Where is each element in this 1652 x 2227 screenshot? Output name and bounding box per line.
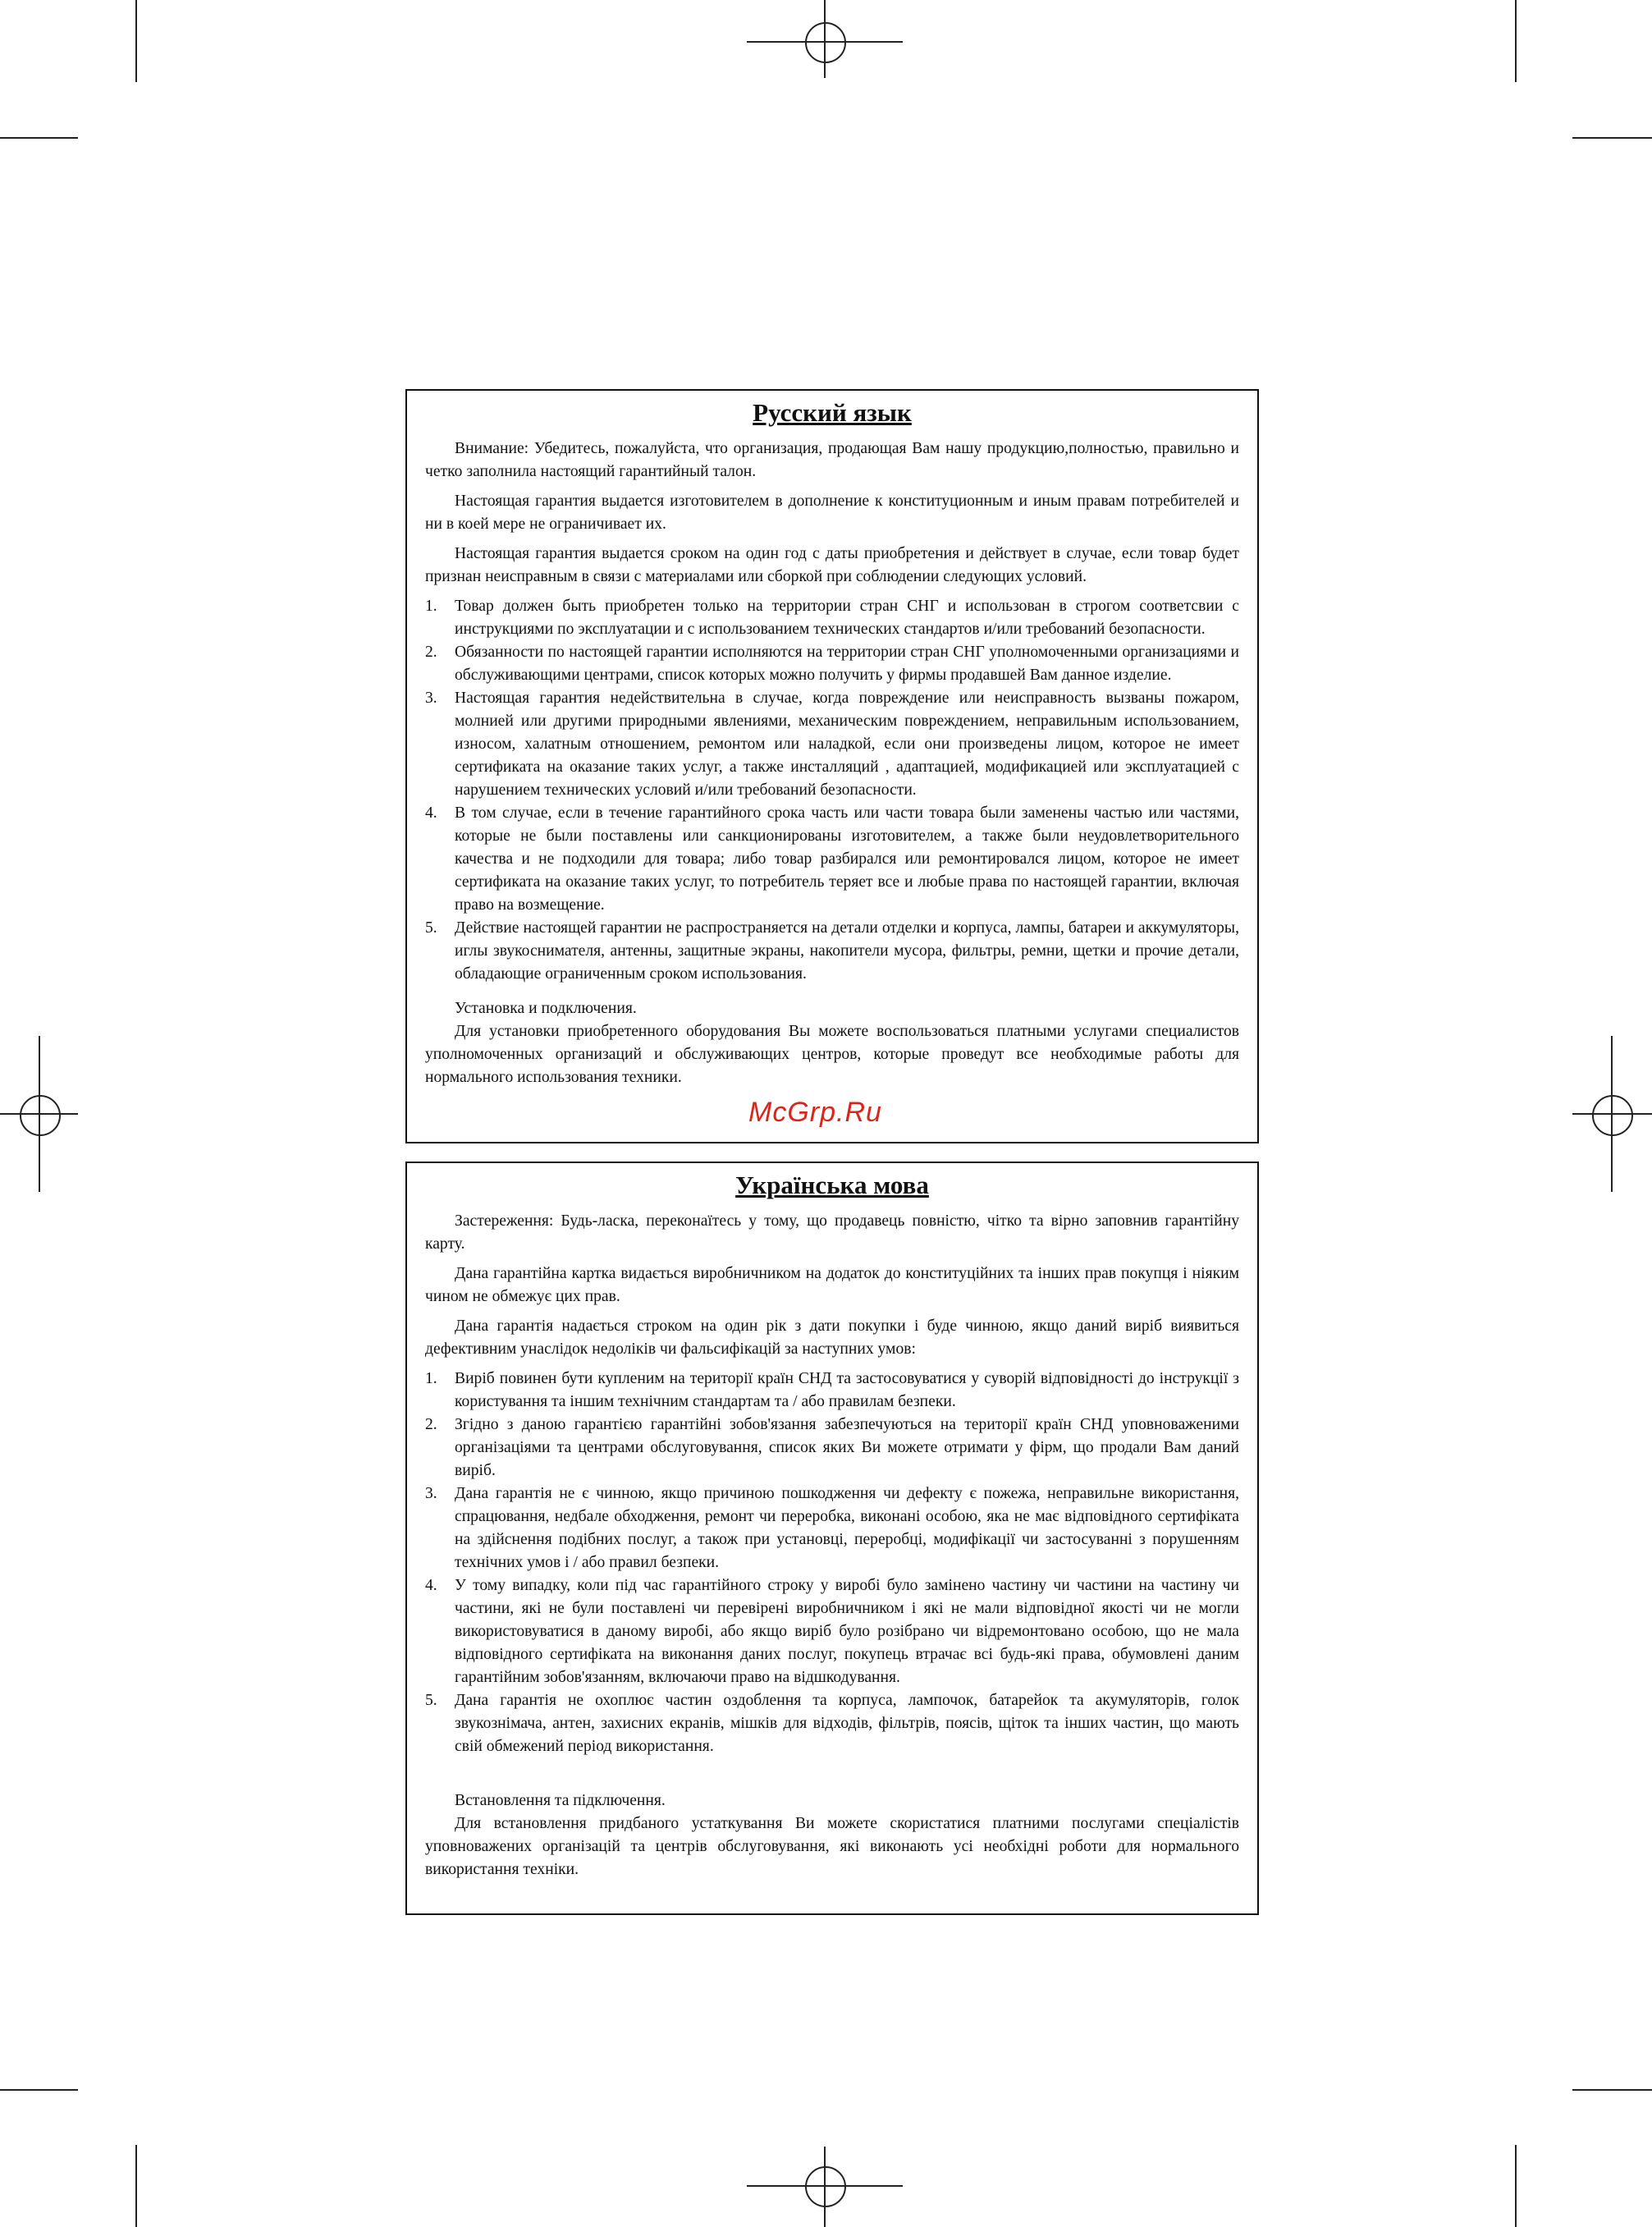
list-item — [425, 1414, 1239, 1482]
intro-paragraph: Настоящая гарантия выдается сроком на один год с даты приобретения и действует в случае, если товар будет признан неисправным в связи с материалами или сборкой при соблюдении следующих условий. — [425, 545, 1239, 586]
install-heading: Встановлення та підключення. — [455, 1792, 666, 1810]
item-number: 5. — [425, 919, 437, 937]
item-number: 3. — [425, 690, 437, 708]
item-text: У тому випадку, коли під час гарантійного строку у виробі було замінено частину чи частини на частину чи частини, які не були поставлені чи перевірені виробничником і які не мали відповідної якості чи не могли використовуватися в даному виробі, або якщо виріб було розібрано чи відремонтовано особою, що не мала відповідного сертифіката на виконання даних послуг, покупець втрачає всі будь-які права, обумовлені даним гарантійним зобов'язанням, включаючи право на відшкодування. — [455, 1577, 1239, 1687]
crop-mark — [1572, 137, 1652, 139]
list-item — [425, 917, 1239, 986]
crop-mark — [0, 137, 78, 139]
watermark: McGrp.Ru — [748, 1097, 882, 1128]
intro-paragraph: Дана гарантія надається строком на один рік з дати покупки і буде чинною, якщо даний виріб виявиться дефективним унаслідок недоліків чи фальсифікацій за наступних умов: — [425, 1317, 1239, 1359]
item-number: 5. — [425, 1692, 437, 1710]
list-item — [425, 595, 1239, 641]
list-item — [425, 1368, 1239, 1414]
item-text: Дана гарантія не охоплює частин оздоблення та корпуса, лампочок, батарейок та акумуляторів, голок звукознімача, антен, захисних екранів, мішків для відходів, фільтрів, поясів, щіток та інших частин, що мають свій обмежений період використання. — [455, 1692, 1239, 1756]
item-text: Виріб повинен бути купленим на території країн СНД та застосовуватися у суворій відповідності до інструкції з користування та іншим технічним стандартам та / або правилам безпеки. — [455, 1370, 1239, 1411]
crop-mark — [1515, 0, 1517, 82]
item-text: Обязанности по настоящей гарантии исполняются на территории стран СНГ уполномоченными организациями и обслуживающими центрами, список которых можно получить у фирмы продавшей Вам данное изделие. — [455, 644, 1239, 685]
crop-mark — [1515, 2145, 1517, 2227]
section-title: Русский язык — [753, 398, 912, 427]
list-item — [425, 687, 1239, 802]
install-heading: Установка и подключения. — [455, 1000, 637, 1018]
item-number: 1. — [425, 598, 437, 616]
item-number: 4. — [425, 804, 437, 823]
conditions-list — [425, 595, 1239, 986]
intro-paragraph: Внимание: Убедитесь, пожалуйста, что организация, продающая Вам нашу продукцию,полностью, правильно и четко заполнила настоящий гарантийный талон. — [425, 440, 1239, 481]
conditions-list — [425, 1368, 1239, 1758]
item-text: Товар должен быть приобретен только на территории стран СНГ и использован в строгом соответсвии с инструкциями по эксплуатации и с использованием технических стандартов и/или требований безопасности. — [455, 598, 1239, 639]
crop-mark — [135, 0, 137, 82]
item-text: Действие настоящей гарантии не распространяется на детали отделки и корпуса, лампы, батареи и аккумуляторы, иглы звукоснимателя, антенны, защитные экраны, накопители мусора, фильтры, ремни, щетки и прочие детали, обладающие ограниченным сроком использования. — [455, 919, 1239, 983]
crop-mark — [0, 2089, 78, 2091]
item-number: 3. — [425, 1485, 437, 1503]
item-text: В том случае, если в течение гарантийного срока часть или части товара были заменены частью или частями, которые не были поставлены или санкционированы изготовителем, а также были неудовлетворительного качества и не подходили для товара; либо товар разбирался или ремонтировался лицом, которое не имеет сертификата на оказание таких услуг, то потребитель теряет все и любые права по настоящей гарантии, включая право на возмещение. — [455, 804, 1239, 914]
intro-paragraph: Настоящая гарантия выдается изготовителем в дополнение к конституционным и иным правам потребителей и ни в коей мере не ограничивает их. — [425, 493, 1239, 534]
install-text: Для встановлення придбаного устаткування Ви можете скористатися платними послугами спеціалістів уповноважених організацій та центрів обслуговування, які виконають усі необхідні роботи для нормального використання техніки. — [425, 1815, 1239, 1879]
item-number: 4. — [425, 1577, 437, 1595]
russian-warranty-section — [405, 389, 1259, 1143]
item-number: 1. — [425, 1370, 437, 1388]
install-text: Для установки приобретенного оборудования Вы можете воспользоваться платными услугами специалистов уполномоченных организаций и обслуживающих центров, которые проведут все необходимые работы для нормального использования техники. — [425, 1023, 1239, 1087]
intro-paragraph: Дана гарантійна картка видається виробничником на додаток до конституційних та інших прав покупця і ніяким чином не обмежує цих прав. — [425, 1265, 1239, 1306]
crop-mark — [135, 2145, 137, 2227]
list-item — [425, 802, 1239, 917]
section-title: Українська мова — [735, 1171, 929, 1199]
item-number: 2. — [425, 644, 437, 662]
crop-mark — [1572, 2089, 1652, 2091]
list-item — [425, 1574, 1239, 1689]
ukrainian-warranty-section — [405, 1162, 1259, 1915]
list-item — [425, 1689, 1239, 1758]
item-text: Дана гарантія не є чинною, якщо причиною пошкодження чи дефекту є пожежа, неправильне використання, спрацювання, недбале обходження, ремонт чи переробка, виконані особою, яка не має відповідного сертифіката на здійснення подібних послуг, а також при установці, переробці, модифікації чи застосуванні з порушенням технічних умов і / або правил безпеки. — [455, 1485, 1239, 1572]
item-number: 2. — [425, 1416, 437, 1434]
spacer — [425, 1765, 1239, 1789]
intro-paragraph: Застереження: Будь-ласка, переконаїтесь у тому, що продавець повністю, чітко та вірно заповнив гарантійну карту. — [425, 1212, 1239, 1253]
item-text: Настоящая гарантия недействительна в случае, когда повреждение или неисправность вызваны пожаром, молнией или другими природными явлениями, механическим повреждением, неправильным использованием, износом, халатным отношением, ремонтом или наладкой, если они произведены лицом, которое не имеет сертификата на оказание таких услуг, а также инсталляций , адаптацией, модификацией или эксплуатацией с нарушением технических условий и/или требований безопасности. — [455, 690, 1239, 800]
item-text: Згідно з даною гарантією гарантійні зобов'язання забезпечуються на території країн СНД уповноваженими організаціями та центрами обслуговування, список яких Ви можете отримати у фірм, що продали Вам даний виріб. — [455, 1416, 1239, 1480]
list-item — [425, 1482, 1239, 1574]
list-item — [425, 641, 1239, 687]
